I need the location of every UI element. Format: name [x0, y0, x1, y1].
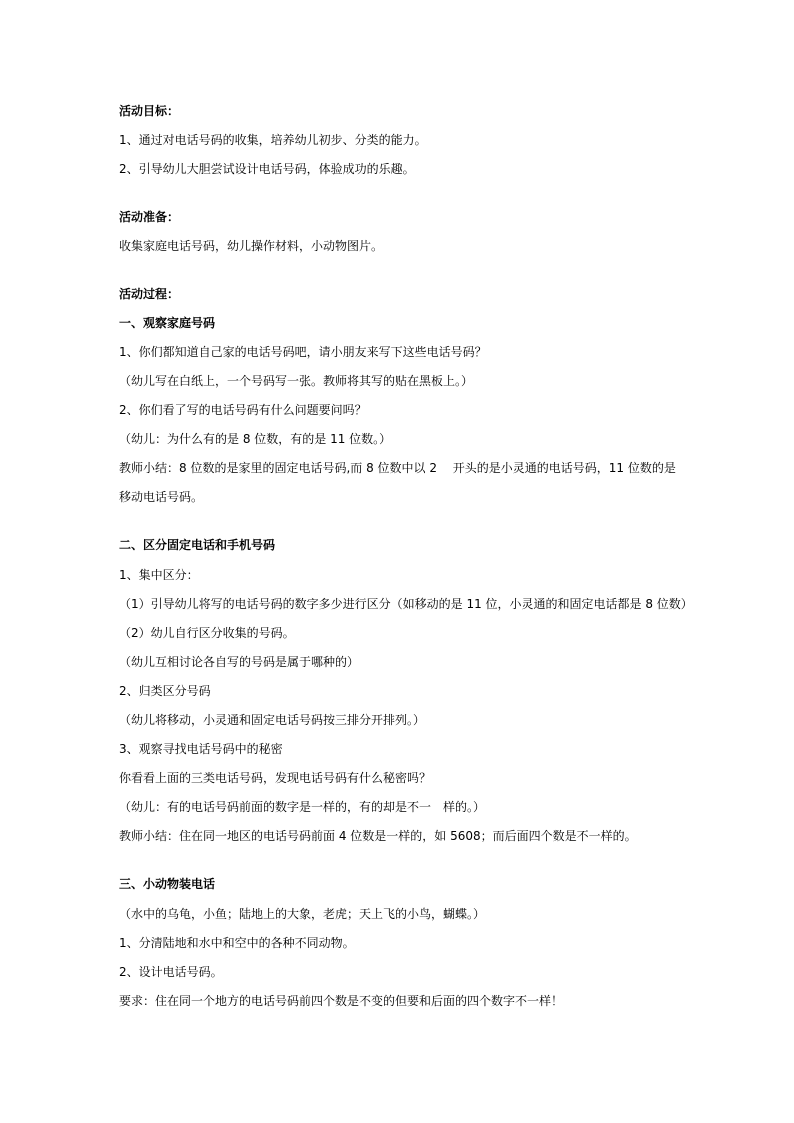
goal-item-1: 1、通过对电话号码的收集，培养幼儿初步、分类的能力。	[119, 133, 427, 147]
section-2-item-2: 2、归类区分号码	[119, 684, 211, 698]
section-2-summary: 教师小结：住在同一地区的电话号码前面 4 位数是一样的，如 5608；而后面四个数是不一样的。	[119, 829, 637, 843]
goal-item-2: 2、引导幼儿大胆尝试设计电话号码，体验成功的乐趣。	[119, 162, 415, 176]
section-2-item-2a: （幼儿将移动，小灵通和固定电话号码按三排分开排列。）	[119, 713, 426, 727]
section-2-title: 二、区分固定电话和手机号码	[119, 538, 276, 552]
section-1-summary: 教师小结：8 位数的是家里的固定电话号码,而 8 位数中以 2 开头的是小灵通的电话号码，11 位数的是	[119, 461, 676, 475]
prep-heading: 活动准备：	[119, 210, 180, 224]
section-3-note: （水中的乌龟，小鱼；陆地上的大象，老虎；天上飞的小鸟，蝴蝶。）	[119, 907, 486, 921]
section-2-item-1c: （幼儿互相讨论各自写的号码是属于哪种的）	[119, 655, 360, 669]
section-2-item-3a: 你看看上面的三类电话号码，发现电话号码有什么秘密吗？	[119, 771, 432, 785]
section-3-title: 三、小动物装电话	[119, 877, 216, 891]
process-heading: 活动过程：	[119, 287, 180, 301]
section-3-requirement: 要求：住在同一个地方的电话号码前四个数是不变的但要和后面的四个数字不一样！	[119, 994, 564, 1008]
prep-item: 收集家庭电话号码，幼儿操作材料，小动物图片。	[119, 239, 384, 253]
section-2-item-1a: （1）引导幼儿将写的电话号码的数字多少进行区分（如移动的是 11 位，小灵通的和固定电话都是 8 位数）	[119, 597, 693, 611]
section-1-question-1: 1、你们都知道自己家的电话号码吧，请小朋友来写下这些电话号码？	[119, 345, 487, 359]
section-1-note-2: （幼儿：为什么有的是 8 位数，有的是 11 位数。）	[119, 432, 392, 446]
section-2-item-3b: （幼儿：有的电话号码前面的数字是一样的，有的却是不一 样的。）	[119, 800, 486, 814]
section-2-item-1: 1、集中区分：	[119, 568, 199, 582]
section-3-item-2: 2、设计电话号码。	[119, 965, 223, 979]
section-2-item-3: 3、观察寻找电话号码中的秘密	[119, 742, 283, 756]
section-1-summary-cont: 移动电话号码。	[119, 490, 204, 504]
section-1-question-2: 2、你们看了写的电话号码有什么问题要问吗？	[119, 403, 367, 417]
section-2-item-1b: （2）幼儿自行区分收集的号码。	[119, 626, 295, 640]
section-1-note-1: （幼儿写在白纸上，一个号码写一张。教师将其写的贴在黑板上。）	[119, 374, 474, 388]
section-1-title: 一、观察家庭号码	[119, 316, 216, 330]
goal-heading: 活动目标：	[119, 104, 180, 118]
section-3-item-1: 1、分清陆地和水中和空中的各种不同动物。	[119, 936, 355, 950]
